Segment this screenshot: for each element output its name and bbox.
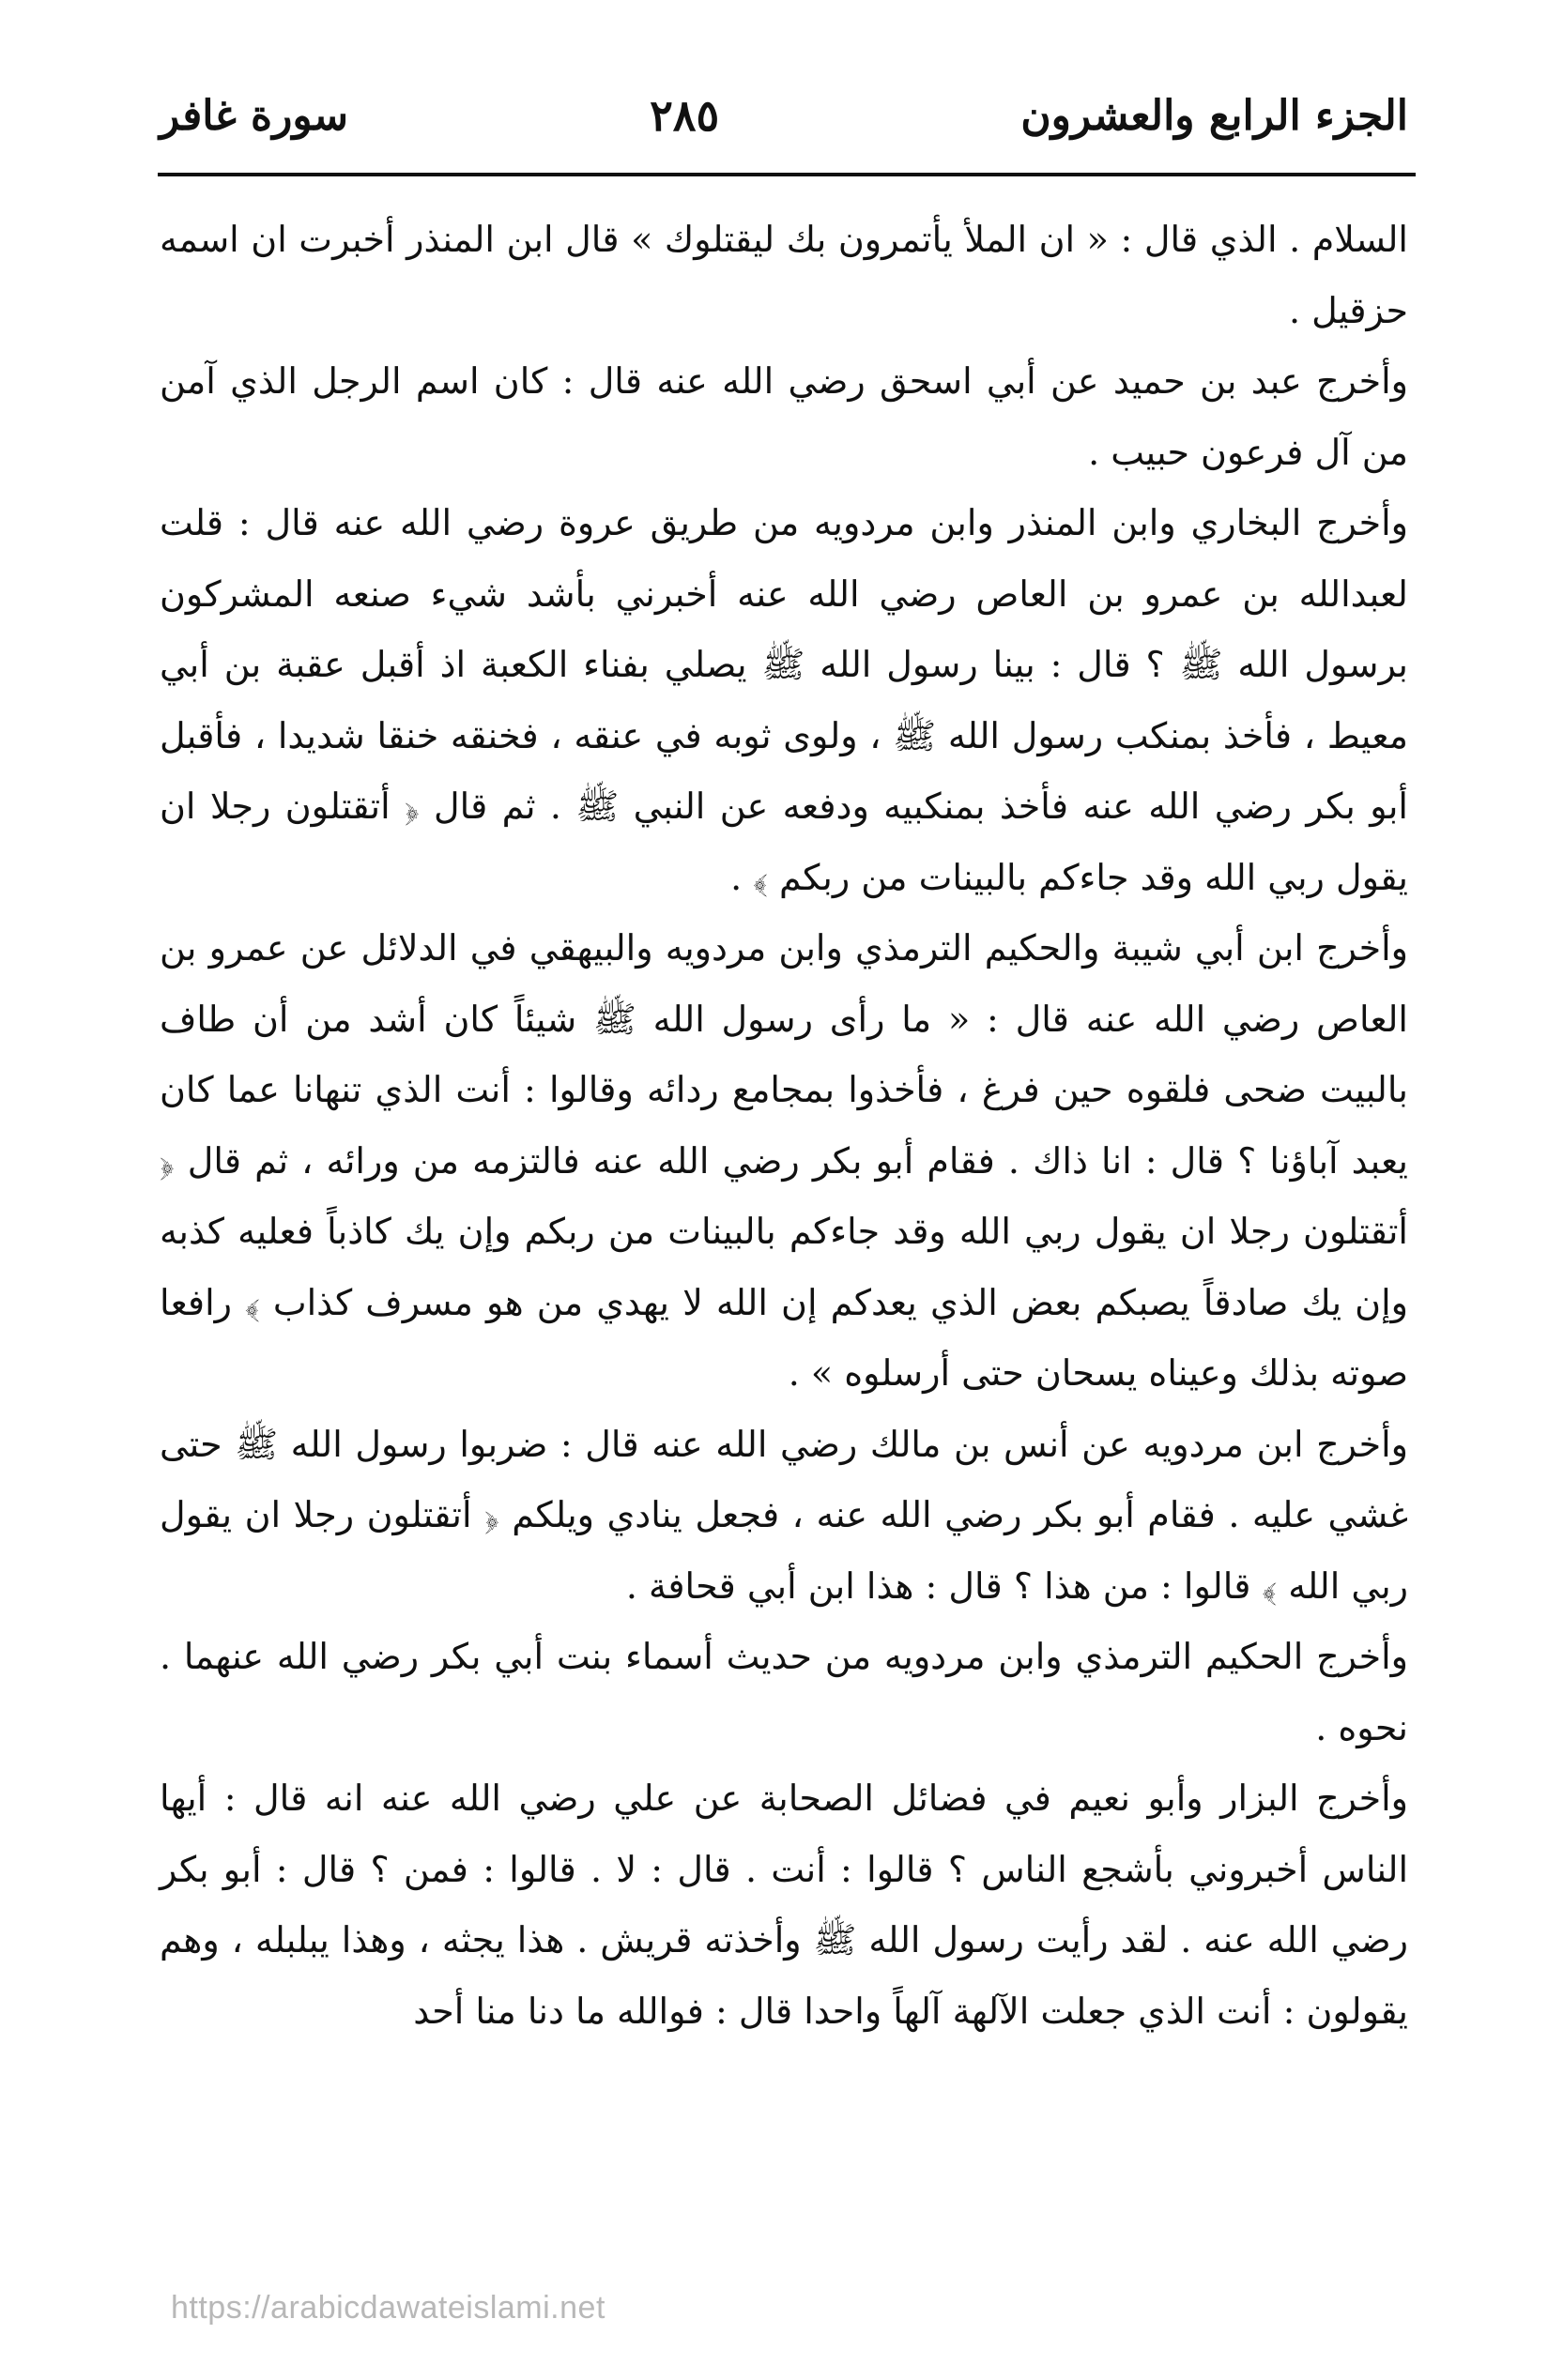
paragraph-7: وأخرج البزار وأبو نعيم في فضائل الصحابة عن علي رضي الله عنه انه قال : أيها الناس أخبروني بأشجع الناس ؟ قالوا : أنت . قال : لا . قالوا : فمن ؟ قال : أبو بكر رضي الله عنه . لقد رأيت رسول الله ﷺ وأخذته قريش . هذا يجثه ، وهذا يبلبله ، وهم يقولون : أنت الذي جعلت الآلهة آلهاً واحدا قال : فوالله ما دنا منا أحد bbox=[160, 1777, 1408, 2032]
paragraph-5: وأخرج ابن مردويه عن أنس بن مالك رضي الله عنه قال : ضربوا رسول الله ﷺ حتى غشي عليه . فقام أبو بكر رضي الله عنه ، فجعل ينادي ويلكم ﴿ أتقتلون رجلا ان يقول ربي الله ﴾ قالوا : من هذا ؟ قال : هذا ابن أبي قحافة . bbox=[160, 1423, 1409, 1607]
page-header bbox=[160, 73, 1408, 158]
page-body bbox=[160, 205, 1408, 2047]
paragraph-2: وأخرج عبد بن حميد عن أبي اسحق رضي الله عنه قال : كان اسم الرجل الذي آمن من آل فرعون حبيب . bbox=[160, 360, 1408, 473]
paragraph-4: وأخرج ابن أبي شيبة والحكيم الترمذي وابن مردويه والبيهقي في الدلائل عن عمرو بن العاص رضي الله عنه قال : « ما رأى رسول الله ﷺ شيئاً كان أشد من أن طاف بالبيت ضحى فلقوه حين فرغ ، فأخذوا بمجامع ردائه وقالوا : أنت الذي تنهانا عما كان يعبد آباؤنا ؟ قال : انا ذاك . فقام أبو بكر رضي الله عنه فالتزمه من ورائه ، ثم قال ﴿ أتقتلون رجلا ان يقول ربي الله وقد جاءكم بالبينات من ربكم وإن يك كاذباً فعليه كذبه وإن يك صادقاً يصبكم بعض الذي يعدكم إن الله لا يهدي من هو مسرف كذاب ﴾ رافعا صوته بذلك وعيناه يسحان حتى أرسلوه » . bbox=[160, 927, 1408, 1394]
page-number: ٢٨٥ bbox=[650, 90, 720, 141]
part-title: الجزء الرابع والعشرون bbox=[1020, 91, 1408, 140]
paragraph-1: السلام . الذي قال : « ان الملأ يأتمرون بك ليقتلوك » قال ابن المنذر أخبرت ان اسمه حزقيل . bbox=[160, 219, 1408, 331]
paragraph-6: وأخرج الحكيم الترمذي وابن مردويه من حديث أسماء بنت أبي بكر رضي الله عنهما . نحوه . bbox=[160, 1636, 1408, 1748]
watermark-url: https://arabicdawateislami.net bbox=[171, 2290, 605, 2326]
paragraph-3: وأخرج البخاري وابن المنذر وابن مردويه من طريق عروة رضي الله عنه قال : قلت لعبدالله بن عمرو بن العاص رضي الله عنه أخبرني بأشد شيء صنعه المشركون برسول الله ﷺ ؟ قال : بينا رسول الله ﷺ يصلي بفناء الكعبة اذ أقبل عقبة بن أبي معيط ، فأخذ بمنكب رسول الله ﷺ ، ولوى ثوبه في عنقه ، فخنقه خنقا شديدا ، فأقبل أبو بكر رضي الله عنه فأخذ بمنكبيه ودفعه عن النبي ﷺ . ثم قال ﴿ أتقتلون رجلا ان يقول ربي الله وقد جاءكم بالبينات من ربكم ﴾ . bbox=[160, 502, 1408, 898]
surah-title: سورة غافر bbox=[160, 91, 348, 140]
header-divider bbox=[158, 173, 1416, 176]
